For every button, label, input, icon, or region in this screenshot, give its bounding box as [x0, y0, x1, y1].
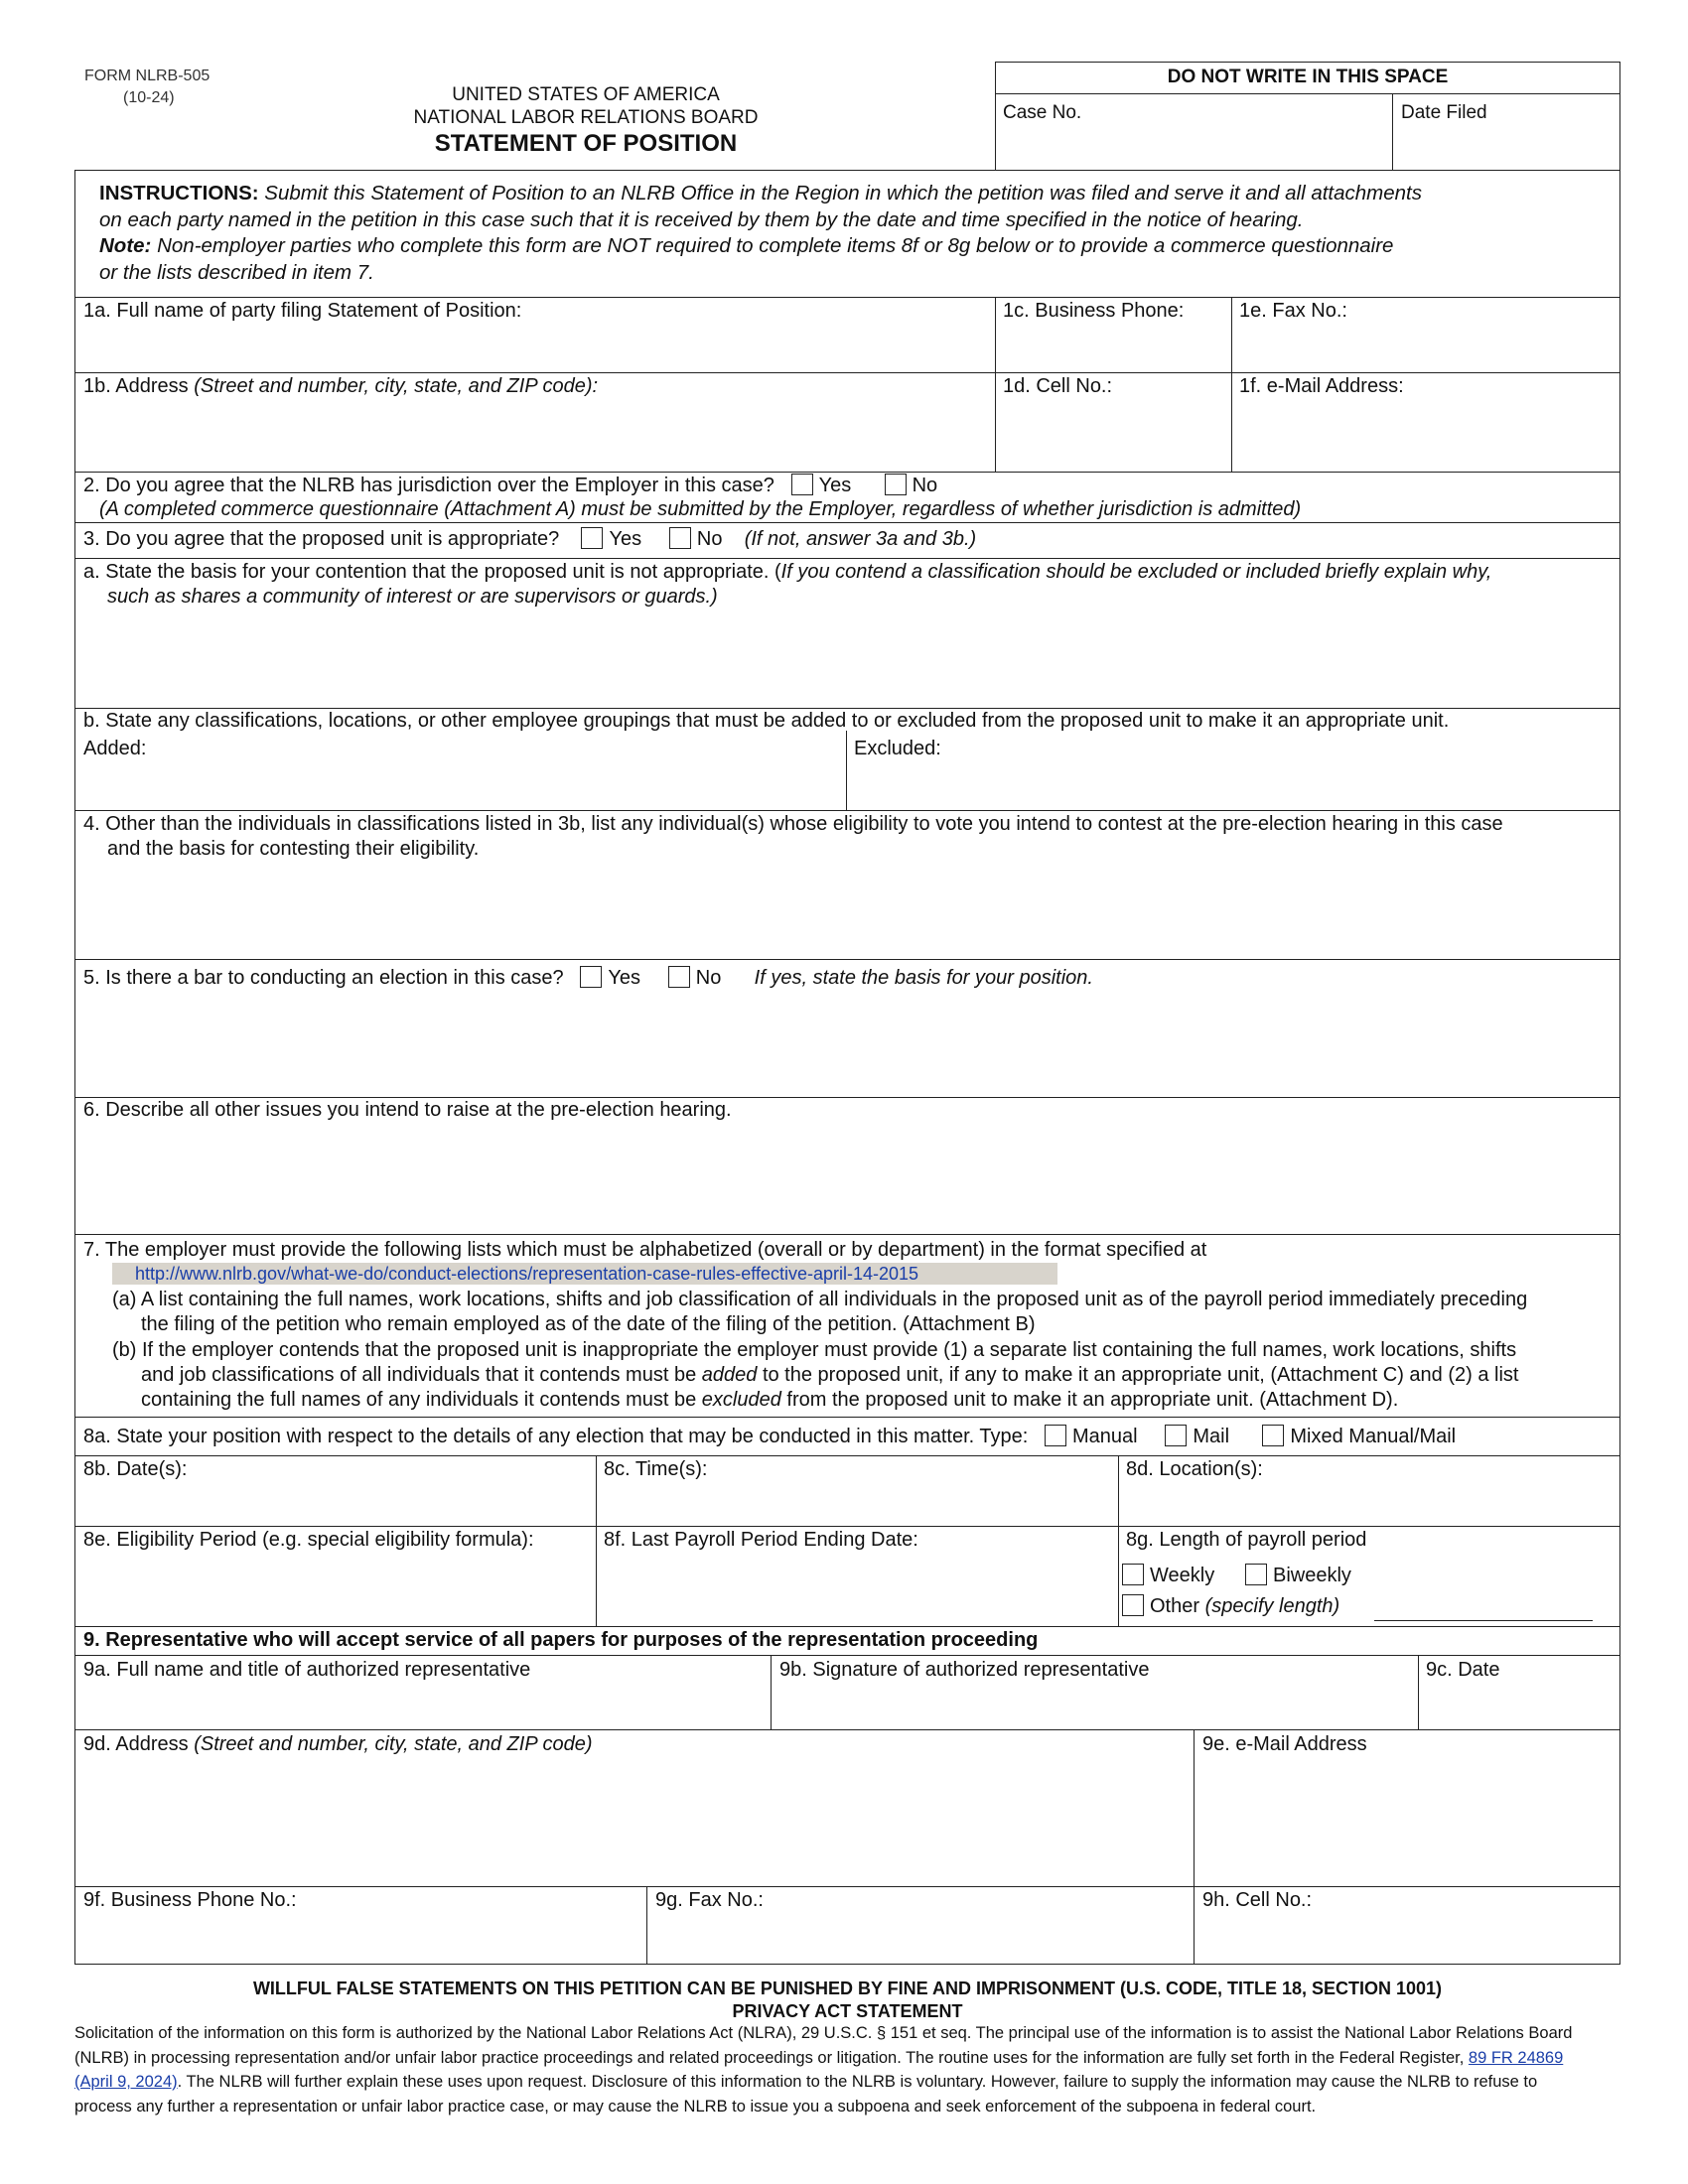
q8g-label: 8g. Length of payroll period: [1126, 1529, 1367, 1551]
q7-label: 7. The employer must provide the following lists which must be alphabetized (overall or by department) in the format specified at: [83, 1239, 1207, 1261]
date-filed-field[interactable]: [1396, 125, 1617, 167]
privacy-act-text: Solicitation of the information on this form is authorized by the National Labor Relations Act (NLRA), 29 U.S.C. § 151 et seq. The principal use of the information is to assist the National Labor Relations Board (NLRB) in processing representation and/or unfair labor practice proceedings and related proceedings or litigation. The routine uses for the information are fully set forth in the Federal Register, 89 FR 24869 (April 9, 2024). The NLRB will further explain these uses upon request. Disclosure of this information to the NLRB is voluntary. However, failure to supply the information may cause the NLRB to refuse to process any further a representation or unfair labor practice case, or may cause the NLRB to issue you a subpoena and seek enforcement of the subpoena in federal court.: [74, 2024, 1573, 2116]
q8e-field[interactable]: [79, 1555, 592, 1622]
q8b-field[interactable]: [79, 1483, 592, 1523]
q1a-field[interactable]: [79, 326, 991, 369]
q6-label: 6. Describe all other issues you intend to raise at the pre-election hearing.: [83, 1099, 732, 1121]
q1a-label: 1a. Full name of party filing Statement of Position:: [83, 300, 522, 322]
q9a-label: 9a. Full name and title of authorized representative: [83, 1659, 531, 1681]
q9e-label: 9e. e-Mail Address: [1202, 1733, 1367, 1755]
q4-field[interactable]: [79, 864, 1617, 955]
privacy-act-title: PRIVACY ACT STATEMENT: [732, 2001, 963, 2021]
q7-url-link[interactable]: http://www.nlrb.gov/what-we-do/conduct-elections/representation-case-rules-effective-april-14-2015: [135, 1264, 919, 1284]
q5-question: 5. Is there a bar to conducting an election in this case? Yes No If yes, state the basis for your position.: [83, 967, 1093, 989]
q3a-label: a. State the basis for your contention that the proposed unit is not appropriate. (If you contend a classification should be excluded or included briefly explain why,: [83, 561, 1492, 583]
q1c-field[interactable]: [999, 326, 1227, 369]
q8g-weekly-checkbox[interactable]: [1122, 1564, 1144, 1585]
q8c-label: 8c. Time(s):: [604, 1458, 708, 1480]
q9g-label: 9g. Fax No.:: [655, 1889, 764, 1911]
q8e-label: 8e. Eligibility Period (e.g. special eligibility formula):: [83, 1529, 534, 1551]
q3-yes-checkbox[interactable]: [581, 527, 603, 549]
q9c-field[interactable]: [1422, 1684, 1617, 1725]
q7b-text-cont: and job classifications of all individuals that it contends must be added to the proposed unit, if any to make it an appropriate unit, (Attachment C) and (2) a list: [141, 1364, 1519, 1386]
q3-no-checkbox[interactable]: [669, 527, 691, 549]
q1e-label: 1e. Fax No.:: [1239, 300, 1347, 322]
form-number: FORM NLRB-505: [84, 68, 211, 84]
q9e-field[interactable]: [1197, 1759, 1617, 1882]
q4-label: 4. Other than the individuals in classifications listed in 3b, list any individual(s) whose eligibility to vote you intend to contest at the pre-election hearing in this case: [83, 813, 1503, 835]
q4-label-cont: and the basis for contesting their eligibility.: [107, 838, 480, 860]
instructions: INSTRUCTIONS: Submit this Statement of Position to an NLRB Office in the Region in which the petition was filed and serve it and all attachments on each party named in the petition in this case such that it is received by them by the date and time specified in the notice of hearing. Note: Non-employer parties who complete this form are NOT required to complete items 8f or 8g below or to provide a commerce questionnaire or the lists described in item 7.: [99, 182, 1422, 284]
q9d-field[interactable]: [79, 1759, 1190, 1882]
q3b-excluded-label: Excluded:: [854, 738, 941, 759]
q9h-field[interactable]: [1197, 1914, 1617, 1962]
date-filed-label: Date Filed: [1401, 102, 1487, 123]
q9a-field[interactable]: [79, 1684, 767, 1725]
q8d-label: 8d. Location(s):: [1126, 1458, 1263, 1480]
q9b-signature-field[interactable]: [774, 1684, 1414, 1725]
q9g-field[interactable]: [651, 1914, 1190, 1962]
q6-field[interactable]: [79, 1126, 1617, 1231]
q8a-question: 8a. State your position with respect to the details of any election that may be conducted in this matter. Type: Manual Mail Mixed Manual/Mail: [83, 1426, 1457, 1447]
q3b-excluded-field[interactable]: [850, 762, 1617, 808]
q2-question: 2. Do you agree that the NLRB has jurisdiction over the Employer in this case? Yes No: [83, 475, 938, 496]
q7b-text: (b) If the employer contends that the proposed unit is inappropriate the employer must provide (1) a separate list containing the full names, work locations, shifts: [112, 1339, 1517, 1361]
q8a-mail-checkbox[interactable]: [1165, 1425, 1187, 1446]
q8g-other-checkbox[interactable]: [1122, 1594, 1144, 1616]
q8g-weekly-option: Weekly: [1122, 1564, 1214, 1588]
false-statement-warning: WILLFUL FALSE STATEMENTS ON THIS PETITION CAN BE PUNISHED BY FINE AND IMPRISONMENT (U.S. CODE, TITLE 18, SECTION 1001): [252, 1979, 1443, 1998]
q1d-label: 1d. Cell No.:: [1003, 375, 1113, 397]
q9-heading: 9. Representative who will accept service of all papers for purposes of the representation proceeding: [83, 1629, 1039, 1651]
page-title: STATEMENT OF POSITION: [434, 130, 738, 157]
q8f-label: 8f. Last Payroll Period Ending Date:: [604, 1529, 918, 1551]
case-no-field[interactable]: [999, 125, 1388, 167]
q8b-label: 8b. Date(s):: [83, 1458, 188, 1480]
q8a-manual-checkbox[interactable]: [1045, 1425, 1066, 1446]
federal-register-link[interactable]: 89 FR 24869: [1468, 2048, 1564, 2067]
q8g-other-length-field[interactable]: [1374, 1598, 1593, 1621]
q3b-added-label: Added:: [83, 738, 147, 759]
federal-register-date-link[interactable]: (April 9, 2024): [74, 2073, 178, 2091]
q8d-field[interactable]: [1122, 1483, 1617, 1523]
q2-note: (A completed commerce questionnaire (Attachment A) must be submitted by the Employer, regardless of whether jurisdiction is admitted): [99, 498, 1302, 520]
q8g-other-option: Other (specify length): [1122, 1594, 1339, 1619]
q5-field[interactable]: [79, 995, 1617, 1094]
case-no-label: Case No.: [1003, 102, 1082, 123]
q3a-label-cont: such as shares a community of interest or are supervisors or guards.): [107, 586, 718, 608]
q9f-field[interactable]: [79, 1914, 642, 1962]
q3-question: 3. Do you agree that the proposed unit is appropriate? Yes No (If not, answer 3a and 3b.): [83, 528, 977, 550]
q9c-label: 9c. Date: [1426, 1659, 1500, 1681]
header-country: UNITED STATES OF AMERICA: [452, 84, 720, 105]
q8a-mixed-checkbox[interactable]: [1262, 1425, 1284, 1446]
office-use-title: DO NOT WRITE IN THIS SPACE: [1167, 67, 1449, 87]
q3b-label: b. State any classifications, locations, or other employee groupings that must be added to or excluded from the proposed unit to make it an appropriate unit.: [83, 710, 1450, 732]
q9h-label: 9h. Cell No.:: [1202, 1889, 1313, 1911]
q7a-text-cont: the filing of the petition who remain employed as of the date of the filing of the petition. (Attachment B): [141, 1313, 1036, 1335]
q9d-label: 9d. Address (Street and number, city, state, and ZIP code): [83, 1733, 593, 1755]
q7b-text-end: containing the full names of any individuals it contends must be excluded from the proposed unit to make it an appropriate unit. (Attachment D).: [141, 1389, 1399, 1411]
header-agency: NATIONAL LABOR RELATIONS BOARD: [413, 107, 759, 128]
q1d-field[interactable]: [999, 401, 1227, 469]
q8f-field[interactable]: [600, 1555, 1114, 1622]
q1f-field[interactable]: [1235, 401, 1617, 469]
q8g-biweekly-option: Biweekly: [1245, 1564, 1351, 1588]
q3a-field[interactable]: [79, 612, 1617, 705]
q7a-text: (a) A list containing the full names, work locations, shifts and job classification of all individuals in the proposed unit as of the payroll period immediately preceding: [112, 1289, 1528, 1310]
q1b-label: 1b. Address (Street and number, city, state, and ZIP code):: [83, 375, 599, 397]
q3b-added-field[interactable]: [79, 762, 842, 808]
q2-yes-checkbox[interactable]: [791, 474, 813, 495]
q2-no-checkbox[interactable]: [885, 474, 907, 495]
q1b-field[interactable]: [79, 401, 991, 469]
q5-yes-checkbox[interactable]: [580, 966, 602, 988]
q9f-label: 9f. Business Phone No.:: [83, 1889, 297, 1911]
form-revision: (10-24): [123, 89, 175, 106]
q8c-field[interactable]: [600, 1483, 1114, 1523]
q9b-label: 9b. Signature of authorized representative: [779, 1659, 1150, 1681]
q1c-label: 1c. Business Phone:: [1003, 300, 1185, 322]
q1f-label: 1f. e-Mail Address:: [1239, 375, 1404, 397]
q5-no-checkbox[interactable]: [668, 966, 690, 988]
q1e-field[interactable]: [1235, 326, 1617, 369]
q8g-biweekly-checkbox[interactable]: [1245, 1564, 1267, 1585]
